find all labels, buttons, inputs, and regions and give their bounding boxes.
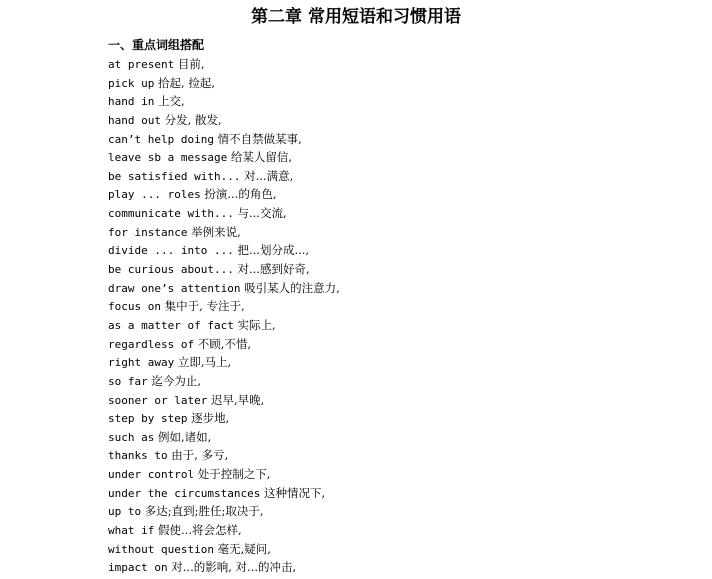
phrase-english: under control bbox=[108, 468, 195, 482]
phrase-english: hand in bbox=[108, 95, 155, 109]
phrase-chinese: 扮演...的角色, bbox=[204, 187, 277, 202]
phrase-english: pick up bbox=[108, 76, 155, 90]
phrase-chinese: 对...的影响, 对...的冲击, bbox=[171, 560, 297, 575]
phrase-chinese: 对...感到好奇, bbox=[237, 262, 310, 277]
phrase-chinese: 与...交流, bbox=[237, 206, 287, 221]
phrase-item bbox=[108, 111, 340, 130]
phrase-english: so far bbox=[108, 374, 148, 388]
phrase-english: play ... roles bbox=[108, 188, 201, 202]
phrase-english: under the circumstances bbox=[108, 486, 261, 500]
phrase-english: be curious about... bbox=[108, 263, 234, 277]
phrase-chinese: 逐步地, bbox=[191, 411, 230, 426]
phrase-chinese: 迄今为止, bbox=[151, 373, 202, 388]
phrase-item bbox=[108, 353, 340, 372]
phrase-english: what if bbox=[108, 524, 155, 538]
phrase-english: thanks to bbox=[108, 449, 168, 463]
phrase-chinese: 分发, 散发, bbox=[164, 112, 222, 127]
phrase-chinese: 迟早,早晚, bbox=[211, 392, 265, 407]
phrase-english: step by step bbox=[108, 412, 188, 426]
phrase-english: without question bbox=[108, 542, 214, 556]
phrase-chinese: 实际上, bbox=[237, 317, 276, 332]
phrase-english: leave sb a message bbox=[108, 151, 228, 165]
section-heading: 一、重点词组搭配 bbox=[108, 38, 205, 52]
phrase-chinese: 例如,诸如, bbox=[158, 429, 212, 444]
phrase-english: at present bbox=[108, 58, 175, 71]
phrase-list bbox=[108, 55, 340, 577]
phrase-item bbox=[108, 279, 340, 298]
phrase-english: impact on bbox=[108, 561, 168, 575]
phrase-chinese: 把...划分成..., bbox=[237, 243, 310, 258]
phrase-chinese: 多达;直到;胜任;取决于, bbox=[144, 504, 264, 519]
phrase-item bbox=[108, 74, 340, 93]
phrase-chinese: 假使...将会怎样, bbox=[158, 523, 242, 538]
phrase-english: as a matter of fact bbox=[108, 318, 234, 332]
phrase-english: regardless of bbox=[108, 337, 195, 351]
phrase-chinese: 上交, bbox=[158, 94, 185, 109]
phrase-chinese: 给某人留信, bbox=[230, 150, 293, 165]
phrase-item bbox=[108, 409, 340, 428]
phrase-chinese: 举例来说, bbox=[191, 224, 241, 239]
phrase-item bbox=[108, 148, 340, 167]
phrase-item bbox=[108, 558, 340, 577]
phrase-item bbox=[108, 540, 340, 559]
phrase-english: sooner or later bbox=[108, 393, 208, 407]
phrase-item bbox=[108, 241, 340, 260]
phrase-item bbox=[108, 260, 340, 279]
phrase-item bbox=[108, 465, 340, 484]
phrase-chinese: 不顾,不惜, bbox=[197, 336, 252, 351]
phrase-english: communicate with... bbox=[108, 207, 234, 221]
phrase-chinese: 情不自禁做某事, bbox=[217, 131, 302, 146]
phrase-item bbox=[108, 335, 340, 354]
phrase-english: be satisfied with... bbox=[108, 169, 241, 183]
phrase-item bbox=[108, 372, 340, 391]
phrase-item bbox=[108, 316, 340, 335]
phrase-english: focus on bbox=[108, 300, 161, 314]
phrase-item bbox=[108, 223, 340, 242]
phrase-chinese: 吸引某人的注意力, bbox=[244, 280, 340, 295]
phrase-chinese: 拾起, 捡起, bbox=[158, 75, 215, 90]
phrase-item bbox=[108, 446, 340, 465]
phrase-item bbox=[108, 185, 340, 204]
phrase-item bbox=[108, 130, 340, 149]
phrase-item bbox=[108, 428, 340, 447]
phrase-english: such as bbox=[108, 430, 155, 444]
phrase-chinese: 由于, 多亏, bbox=[171, 448, 229, 463]
phrase-english: divide ... into ... bbox=[108, 244, 234, 258]
phrase-english: for instance bbox=[108, 225, 188, 239]
phrase-item bbox=[108, 204, 340, 223]
phrase-chinese: 处于控制之下, bbox=[197, 467, 271, 482]
phrase-item bbox=[108, 391, 340, 410]
phrase-english: hand out bbox=[108, 113, 161, 127]
phrase-english: draw one’s attention bbox=[108, 281, 241, 295]
phrase-item bbox=[108, 521, 340, 540]
phrase-chinese: 毫无,疑问, bbox=[217, 541, 271, 556]
phrase-item bbox=[108, 55, 340, 74]
phrase-item bbox=[108, 502, 340, 521]
phrase-english: right away bbox=[108, 356, 175, 370]
phrase-english: can’t help doing bbox=[108, 132, 214, 146]
phrase-chinese: 对...满意, bbox=[244, 168, 294, 183]
phrase-item bbox=[108, 92, 340, 111]
phrase-item bbox=[108, 297, 340, 316]
phrase-chinese: 这种情况下, bbox=[263, 485, 326, 500]
phrase-chinese: 集中于, 专注于, bbox=[164, 299, 245, 314]
page-title: 第二章 常用短语和习惯用语 bbox=[251, 7, 461, 27]
phrase-item bbox=[108, 484, 340, 503]
phrase-chinese: 目前, bbox=[177, 57, 205, 71]
phrase-chinese: 立即,马上, bbox=[177, 355, 232, 370]
phrase-english: up to bbox=[108, 505, 142, 519]
phrase-item bbox=[108, 167, 340, 186]
